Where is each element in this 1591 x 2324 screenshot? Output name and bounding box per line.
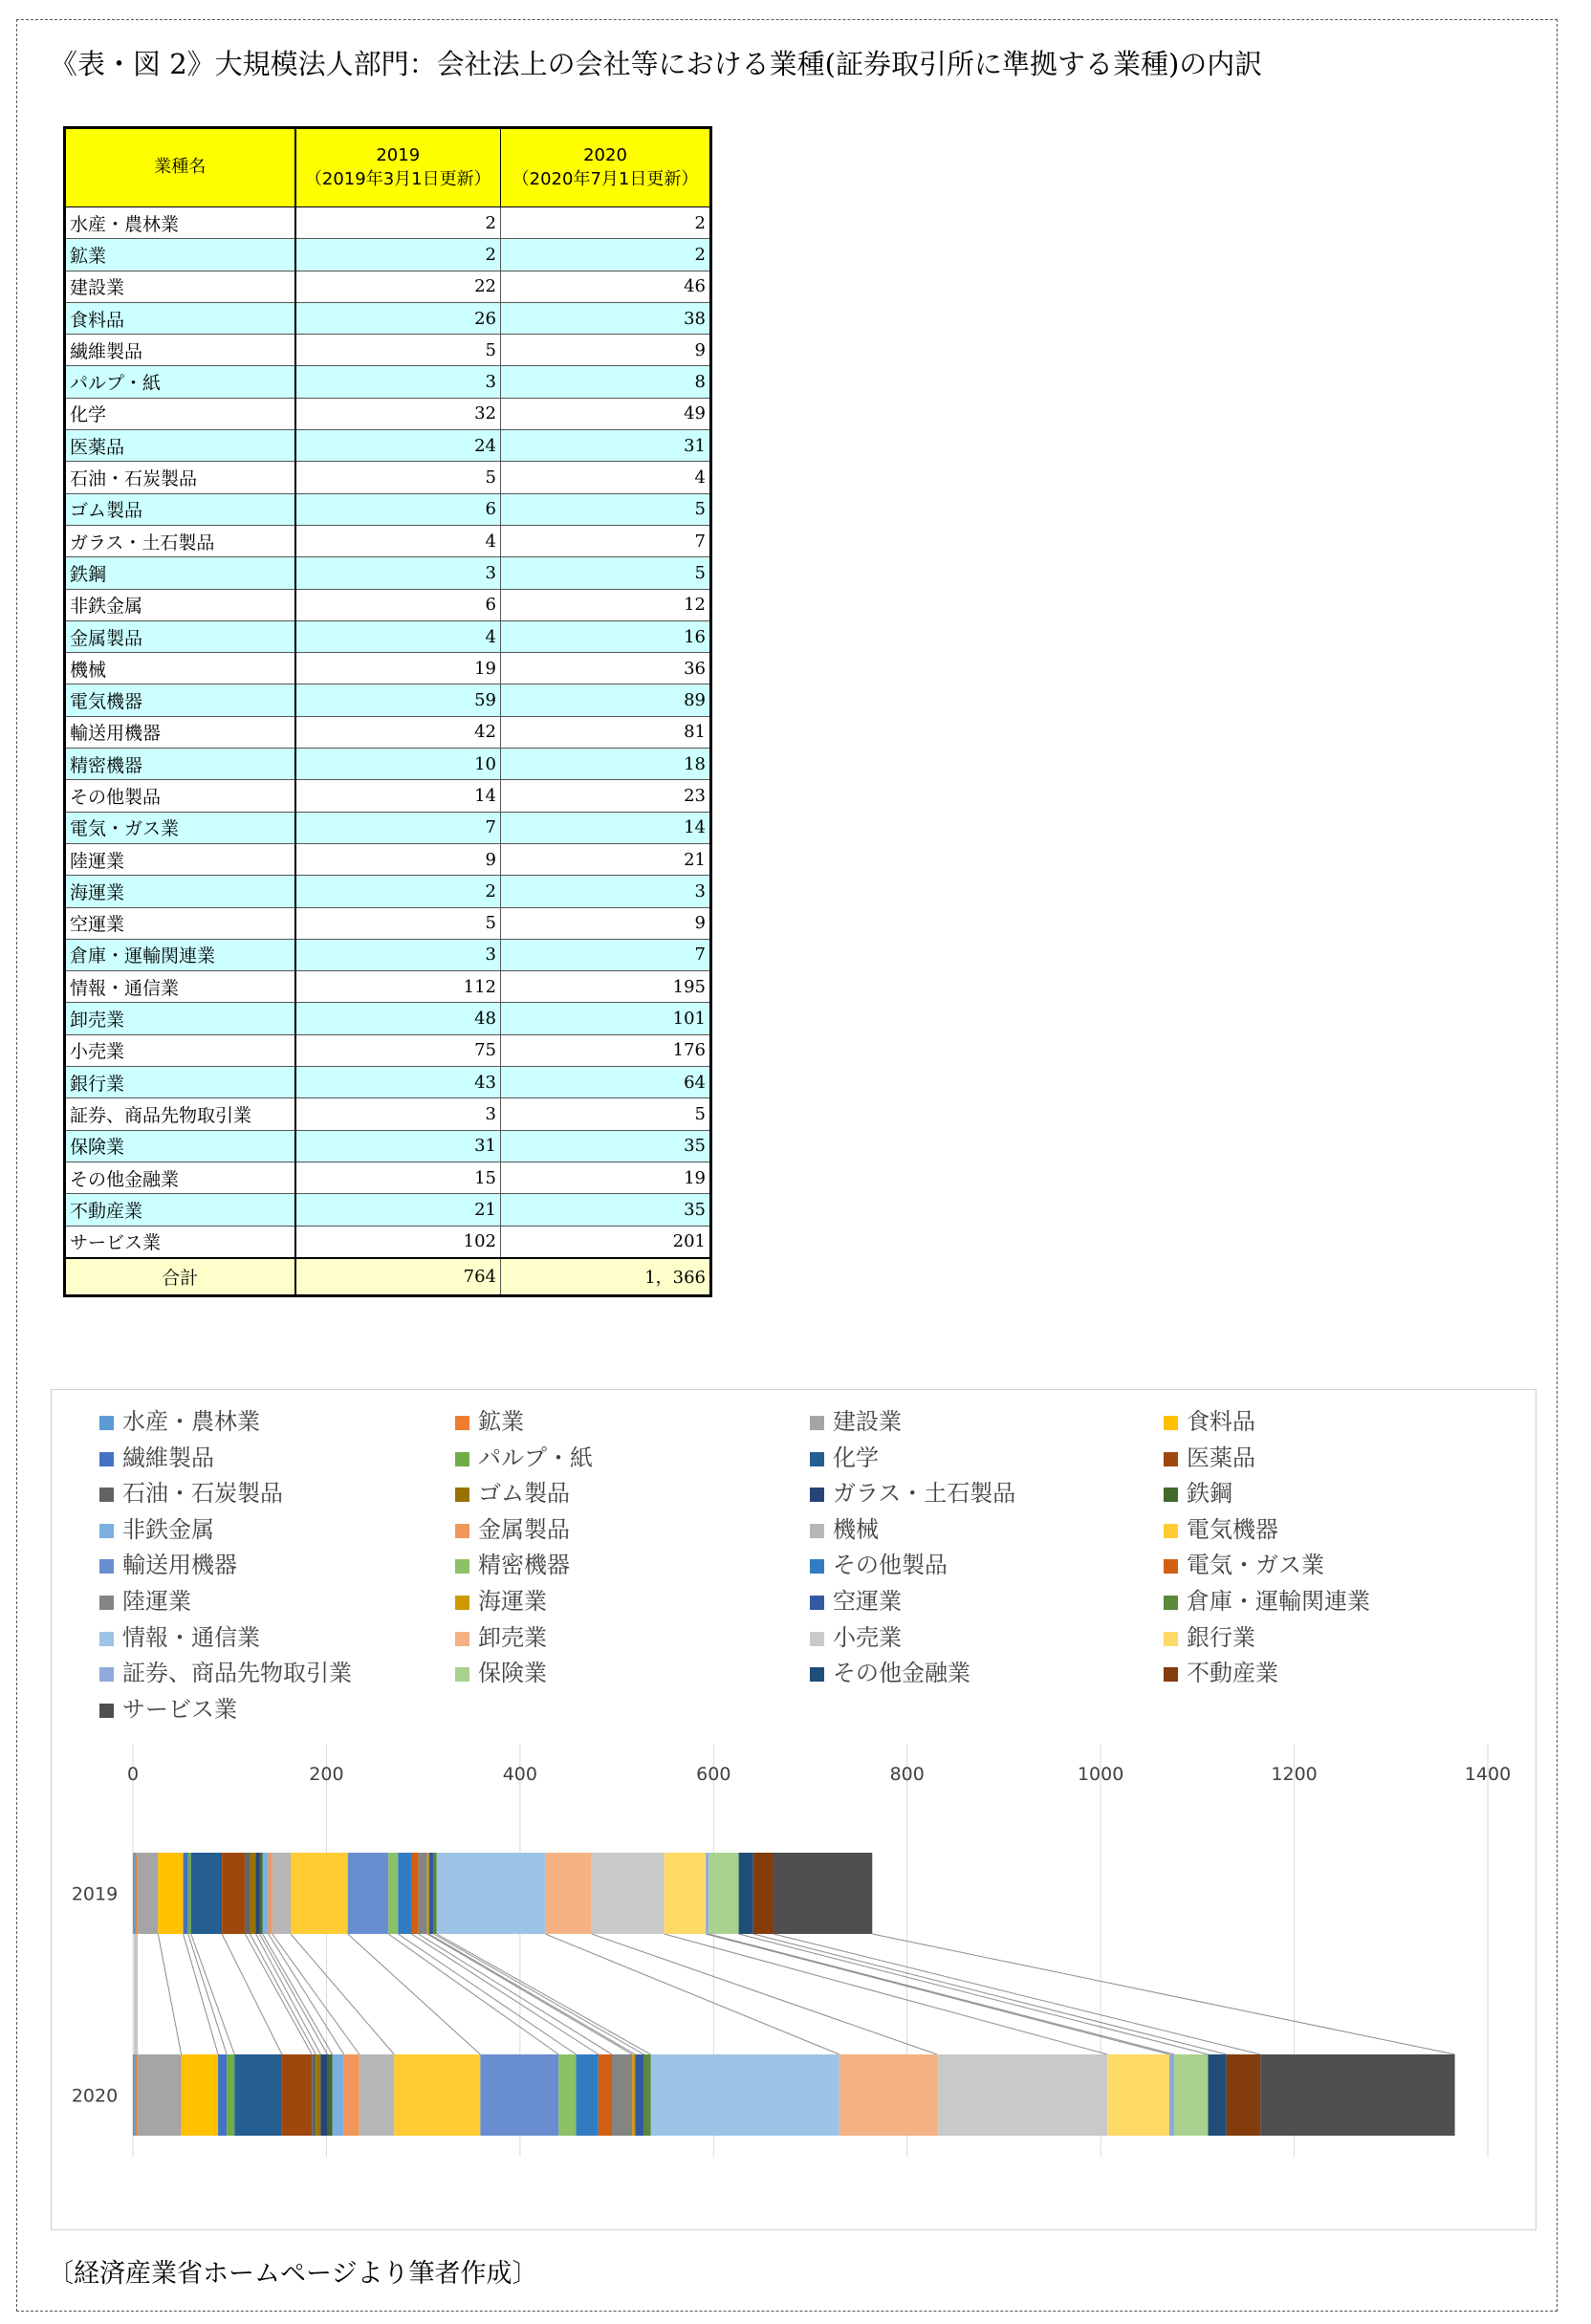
bar-segment bbox=[665, 1853, 707, 1934]
bar-segment bbox=[227, 2054, 234, 2136]
x-tick-label: 800 bbox=[889, 1764, 925, 1785]
value-2019-cell: 3 bbox=[295, 366, 501, 398]
series-line bbox=[158, 1934, 181, 2054]
value-2019-cell: 59 bbox=[295, 684, 501, 716]
value-2020-cell: 7 bbox=[501, 939, 711, 970]
industry-name-cell: 化学 bbox=[65, 398, 295, 429]
industry-name-cell: 銀行業 bbox=[65, 1067, 295, 1098]
industry-name-cell: 水産・農林業 bbox=[65, 207, 295, 239]
legend-label: 銀行業 bbox=[1187, 1623, 1255, 1651]
series-line bbox=[188, 1934, 227, 2054]
table-row bbox=[65, 557, 711, 589]
value-2020-cell: 12 bbox=[501, 589, 711, 620]
bar-segment bbox=[398, 1853, 411, 1934]
bar-segment bbox=[245, 1853, 250, 1934]
legend-label: 輸送用機器 bbox=[122, 1552, 237, 1579]
bar-segment bbox=[480, 2054, 558, 2136]
bar-segment bbox=[184, 1853, 188, 1934]
bar-segment bbox=[348, 1853, 389, 1934]
table-row bbox=[65, 462, 711, 493]
value-2019-cell: 112 bbox=[295, 971, 501, 1003]
bar-segment bbox=[344, 2054, 360, 2136]
legend-label: 精密機器 bbox=[478, 1552, 570, 1579]
table-row bbox=[65, 1130, 711, 1162]
x-tick-label: 600 bbox=[696, 1764, 731, 1785]
legend-label: 食料品 bbox=[1187, 1408, 1255, 1435]
value-2020-cell: 31 bbox=[501, 430, 711, 462]
bar-segment bbox=[191, 1853, 222, 1934]
table-row bbox=[65, 1098, 711, 1130]
value-2020-cell: 18 bbox=[501, 749, 711, 780]
legend-label: 海運業 bbox=[478, 1588, 547, 1615]
bar-segment bbox=[1169, 2054, 1174, 2136]
legend-label: 情報・通信業 bbox=[122, 1623, 260, 1651]
series-line bbox=[774, 1934, 1260, 2054]
value-2020-cell: 8 bbox=[501, 366, 711, 398]
series-line bbox=[256, 1934, 321, 2054]
table-row bbox=[65, 1194, 711, 1226]
series-line bbox=[708, 1934, 1174, 2054]
value-2019-cell: 6 bbox=[295, 493, 501, 525]
source-note: 〔経済産業省ホームページより筆者作成〕 bbox=[48, 2259, 538, 2289]
series-line bbox=[545, 1934, 839, 2054]
industry-name-cell: その他製品 bbox=[65, 780, 295, 812]
industry-name-cell: 建設業 bbox=[65, 271, 295, 302]
legend-label: パルプ・紙 bbox=[478, 1444, 593, 1471]
industry-name-cell: 陸運業 bbox=[65, 843, 295, 875]
value-2020-cell: 176 bbox=[501, 1034, 711, 1066]
value-2019-cell: 24 bbox=[295, 430, 501, 462]
total-2020: 1，366 bbox=[501, 1258, 711, 1296]
value-2019-cell: 102 bbox=[295, 1226, 501, 1258]
table-row bbox=[65, 271, 711, 302]
industry-name-cell: 輸送用機器 bbox=[65, 716, 295, 748]
industry-name-cell: 石油・石炭製品 bbox=[65, 462, 295, 493]
industry-name-cell: 倉庫・運輸関連業 bbox=[65, 939, 295, 970]
table-row bbox=[65, 398, 711, 429]
bar-segment bbox=[135, 1853, 137, 1934]
bar-segment bbox=[188, 1853, 191, 1934]
table-body bbox=[65, 207, 711, 1258]
x-tick-label: 400 bbox=[502, 1764, 537, 1785]
value-2019-cell: 4 bbox=[295, 620, 501, 652]
table-total-row bbox=[65, 1258, 711, 1296]
value-2019-cell: 2 bbox=[295, 207, 501, 239]
header-2020-note: （2020年7月1日更新） bbox=[512, 168, 699, 189]
bar-segment bbox=[158, 1853, 183, 1934]
value-2019-cell: 4 bbox=[295, 525, 501, 556]
table-row bbox=[65, 716, 711, 748]
value-2020-cell: 38 bbox=[501, 302, 711, 334]
bar-segment bbox=[635, 2054, 643, 2136]
value-2019-cell: 5 bbox=[295, 462, 501, 493]
bar-segment bbox=[291, 1853, 348, 1934]
table-row bbox=[65, 939, 711, 970]
series-line bbox=[706, 1934, 1169, 2054]
bar-segment bbox=[320, 2054, 327, 2136]
value-2020-cell: 81 bbox=[501, 716, 711, 748]
legend-label: その他製品 bbox=[833, 1552, 948, 1579]
series-line bbox=[434, 1934, 644, 2054]
header-2019-note: （2019年3月1日更新） bbox=[304, 168, 491, 189]
value-2020-cell: 2 bbox=[501, 239, 711, 271]
table-row bbox=[65, 1003, 711, 1034]
bar-segment bbox=[256, 1853, 260, 1934]
legend-label: 非鉄金属 bbox=[122, 1515, 214, 1543]
x-tick-label: 1400 bbox=[1464, 1764, 1512, 1785]
bar-segment bbox=[708, 1853, 738, 1934]
bar-segment bbox=[632, 2054, 635, 2136]
legend-label: 空運業 bbox=[833, 1588, 902, 1615]
value-2019-cell: 19 bbox=[295, 653, 501, 684]
industry-name-cell: 鉱業 bbox=[65, 239, 295, 271]
value-2020-cell: 23 bbox=[501, 780, 711, 812]
legend-label: その他金融業 bbox=[833, 1660, 970, 1687]
legend-label: 医薬品 bbox=[1187, 1444, 1255, 1471]
industry-table-container bbox=[63, 126, 709, 1297]
value-2019-cell: 2 bbox=[295, 239, 501, 271]
legend-label: 建設業 bbox=[833, 1408, 902, 1435]
bar-segment bbox=[218, 2054, 227, 2136]
stacked-bar-chart bbox=[51, 1389, 1537, 2230]
table-row bbox=[65, 302, 711, 334]
series-line bbox=[260, 1934, 328, 2054]
bar-segment bbox=[1174, 2054, 1208, 2136]
x-tick-label: 0 bbox=[126, 1764, 140, 1785]
legend-label: 機械 bbox=[833, 1515, 879, 1543]
bar-segment bbox=[263, 1853, 269, 1934]
industry-name-cell: 機械 bbox=[65, 653, 295, 684]
industry-name-cell: 医薬品 bbox=[65, 430, 295, 462]
bar-segment bbox=[234, 2054, 282, 2136]
value-2020-cell: 101 bbox=[501, 1003, 711, 1034]
legend-label: 繊維製品 bbox=[122, 1444, 214, 1471]
value-2020-cell: 9 bbox=[501, 907, 711, 939]
value-2020-cell: 5 bbox=[501, 493, 711, 525]
table-row bbox=[65, 843, 711, 875]
series-line bbox=[427, 1934, 633, 2054]
bar-segment bbox=[1227, 2054, 1260, 2136]
table-row bbox=[65, 525, 711, 556]
legend-label: 陸運業 bbox=[122, 1588, 191, 1615]
table-row bbox=[65, 239, 711, 271]
bar-segment bbox=[592, 1853, 665, 1934]
value-2020-cell: 5 bbox=[501, 1098, 711, 1130]
table-row bbox=[65, 780, 711, 812]
bar-segment bbox=[135, 2054, 137, 2136]
bar-segment bbox=[260, 1853, 263, 1934]
bar-segment bbox=[427, 1853, 429, 1934]
industry-name-cell: 海運業 bbox=[65, 876, 295, 907]
table-row bbox=[65, 907, 711, 939]
industry-name-cell: 精密機器 bbox=[65, 749, 295, 780]
industry-name-cell: 鉄鋼 bbox=[65, 557, 295, 589]
total-2019: 764 bbox=[295, 1258, 501, 1296]
value-2019-cell: 3 bbox=[295, 557, 501, 589]
value-2019-cell: 31 bbox=[295, 1130, 501, 1162]
header-2020 bbox=[501, 128, 711, 207]
industry-name-cell: ガラス・土石製品 bbox=[65, 525, 295, 556]
legend-label: 不動産業 bbox=[1187, 1660, 1278, 1687]
industry-name-cell: 繊維製品 bbox=[65, 335, 295, 366]
legend-label: サービス業 bbox=[122, 1695, 237, 1723]
legend-label: 卸売業 bbox=[478, 1623, 547, 1651]
table-header-row bbox=[65, 128, 711, 207]
bar-segment bbox=[839, 2054, 937, 2136]
series-line bbox=[419, 1934, 612, 2054]
bar-segment bbox=[753, 1853, 774, 1934]
industry-name-cell: パルプ・紙 bbox=[65, 366, 295, 398]
industry-name-cell: サービス業 bbox=[65, 1226, 295, 1258]
table-row bbox=[65, 876, 711, 907]
industry-name-cell: 金属製品 bbox=[65, 620, 295, 652]
industry-name-cell: 小売業 bbox=[65, 1034, 295, 1066]
x-tick-label: 1000 bbox=[1077, 1764, 1124, 1785]
value-2020-cell: 64 bbox=[501, 1067, 711, 1098]
value-2019-cell: 15 bbox=[295, 1162, 501, 1193]
table-row bbox=[65, 1067, 711, 1098]
series-line bbox=[753, 1934, 1227, 2054]
value-2019-cell: 75 bbox=[295, 1034, 501, 1066]
value-2019-cell: 9 bbox=[295, 843, 501, 875]
legend-label: 化学 bbox=[833, 1444, 879, 1471]
value-2020-cell: 201 bbox=[501, 1226, 711, 1258]
industry-name-cell: 不動産業 bbox=[65, 1194, 295, 1226]
table-row bbox=[65, 207, 711, 239]
industry-name-cell: 電気・ガス業 bbox=[65, 812, 295, 843]
page-title: 《表・図 2》大規模法人部門：会社法上の会社等における業種(証券取引所に準拠する業種)の内訳 bbox=[50, 48, 1263, 80]
header-category: 業種名 bbox=[65, 128, 295, 207]
table-row bbox=[65, 1162, 711, 1193]
bar-segment bbox=[419, 1853, 427, 1934]
bar-segment bbox=[1208, 2054, 1226, 2136]
bar-segment bbox=[333, 2054, 344, 2136]
value-2019-cell: 32 bbox=[295, 398, 501, 429]
series-line bbox=[872, 1934, 1454, 2054]
bar-segment bbox=[133, 1853, 135, 1934]
bar-segment bbox=[643, 2054, 650, 2136]
value-2019-cell: 42 bbox=[295, 716, 501, 748]
legend-label: 鉱業 bbox=[478, 1408, 524, 1435]
header-2019 bbox=[295, 128, 501, 207]
bar-segment bbox=[137, 1853, 158, 1934]
value-2020-cell: 35 bbox=[501, 1194, 711, 1226]
x-tick-label: 1200 bbox=[1271, 1764, 1318, 1785]
category-label: 2020 bbox=[71, 2085, 119, 2107]
bar-segment bbox=[269, 1853, 272, 1934]
series-line bbox=[739, 1934, 1209, 2054]
series-line bbox=[411, 1934, 598, 2054]
industry-name-cell: 電気機器 bbox=[65, 684, 295, 716]
industry-name-cell: その他金融業 bbox=[65, 1162, 295, 1193]
value-2019-cell: 21 bbox=[295, 1194, 501, 1226]
industry-name-cell: 空運業 bbox=[65, 907, 295, 939]
value-2020-cell: 4 bbox=[501, 462, 711, 493]
bar-segment bbox=[316, 2054, 320, 2136]
series-line bbox=[272, 1934, 360, 2054]
value-2020-cell: 89 bbox=[501, 684, 711, 716]
value-2019-cell: 22 bbox=[295, 271, 501, 302]
bar-segment bbox=[133, 2054, 135, 2136]
value-2019-cell: 2 bbox=[295, 876, 501, 907]
header-2019-year: 2019 bbox=[376, 145, 421, 166]
legend-label: 倉庫・運輸関連業 bbox=[1187, 1588, 1370, 1615]
bar-segment bbox=[272, 1853, 291, 1934]
bar-segment bbox=[545, 1853, 592, 1934]
value-2020-cell: 49 bbox=[501, 398, 711, 429]
bar-segment bbox=[327, 2054, 332, 2136]
legend-label: 証券、商品先物取引業 bbox=[122, 1660, 352, 1687]
value-2020-cell: 46 bbox=[501, 271, 711, 302]
bar-segment bbox=[312, 2054, 316, 2136]
legend-label: 水産・農林業 bbox=[122, 1408, 260, 1435]
table-row bbox=[65, 971, 711, 1003]
bar-segment bbox=[437, 1853, 545, 1934]
value-2019-cell: 43 bbox=[295, 1067, 501, 1098]
value-2019-cell: 6 bbox=[295, 589, 501, 620]
table-row bbox=[65, 1034, 711, 1066]
industry-name-cell: 保険業 bbox=[65, 1130, 295, 1162]
table-row bbox=[65, 684, 711, 716]
bar-segment bbox=[360, 2054, 394, 2136]
bar-segment bbox=[429, 1853, 434, 1934]
bar-segment bbox=[577, 2054, 599, 2136]
bar-segment bbox=[282, 2054, 312, 2136]
table-row bbox=[65, 589, 711, 620]
industry-name-cell: 証券、商品先物取引業 bbox=[65, 1098, 295, 1130]
bar-segment bbox=[558, 2054, 576, 2136]
value-2020-cell: 36 bbox=[501, 653, 711, 684]
bar-segment bbox=[388, 1853, 398, 1934]
industry-name-cell: 食料品 bbox=[65, 302, 295, 334]
value-2019-cell: 7 bbox=[295, 812, 501, 843]
value-2019-cell: 3 bbox=[295, 1098, 501, 1130]
series-line bbox=[245, 1934, 312, 2054]
bar-segment bbox=[137, 2054, 182, 2136]
industry-name-cell: 卸売業 bbox=[65, 1003, 295, 1034]
bar-segment bbox=[706, 1853, 708, 1934]
bar-segment bbox=[411, 1853, 418, 1934]
value-2019-cell: 10 bbox=[295, 749, 501, 780]
bar-segment bbox=[1107, 2054, 1169, 2136]
table-row bbox=[65, 812, 711, 843]
value-2020-cell: 35 bbox=[501, 1130, 711, 1162]
chart-plot bbox=[52, 1390, 1535, 2228]
industry-table bbox=[63, 126, 712, 1297]
legend-label: ガラス・土石製品 bbox=[833, 1480, 1016, 1508]
bar-segment bbox=[937, 2054, 1107, 2136]
value-2019-cell: 5 bbox=[295, 907, 501, 939]
legend-label: 電気・ガス業 bbox=[1187, 1552, 1324, 1579]
bar-segment bbox=[599, 2054, 612, 2136]
bar-segment bbox=[182, 2054, 218, 2136]
legend-label: 石油・石炭製品 bbox=[122, 1480, 283, 1508]
table-row bbox=[65, 620, 711, 652]
table-row bbox=[65, 335, 711, 366]
legend-label: 電気機器 bbox=[1187, 1515, 1278, 1543]
value-2020-cell: 5 bbox=[501, 557, 711, 589]
x-tick-label: 200 bbox=[309, 1764, 344, 1785]
value-2020-cell: 2 bbox=[501, 207, 711, 239]
table-row bbox=[65, 493, 711, 525]
table-row bbox=[65, 366, 711, 398]
value-2020-cell: 14 bbox=[501, 812, 711, 843]
table-row bbox=[65, 749, 711, 780]
value-2020-cell: 16 bbox=[501, 620, 711, 652]
value-2020-cell: 3 bbox=[501, 876, 711, 907]
legend-label: 保険業 bbox=[478, 1660, 547, 1687]
bar-segment bbox=[612, 2054, 632, 2136]
value-2019-cell: 3 bbox=[295, 939, 501, 970]
value-2019-cell: 5 bbox=[295, 335, 501, 366]
legend-label: 小売業 bbox=[833, 1623, 902, 1651]
value-2019-cell: 14 bbox=[295, 780, 501, 812]
legend-label: 鉄鋼 bbox=[1187, 1480, 1232, 1508]
industry-name-cell: ゴム製品 bbox=[65, 493, 295, 525]
value-2019-cell: 26 bbox=[295, 302, 501, 334]
value-2020-cell: 195 bbox=[501, 971, 711, 1003]
bar-segment bbox=[222, 1853, 245, 1934]
table-row bbox=[65, 430, 711, 462]
legend-label: 金属製品 bbox=[478, 1515, 570, 1543]
series-line bbox=[437, 1934, 651, 2054]
value-2020-cell: 19 bbox=[501, 1162, 711, 1193]
table-row bbox=[65, 1226, 711, 1258]
industry-name-cell: 非鉄金属 bbox=[65, 589, 295, 620]
series-line bbox=[398, 1934, 576, 2054]
value-2020-cell: 21 bbox=[501, 843, 711, 875]
bar-segment bbox=[394, 2054, 480, 2136]
bar-segment bbox=[774, 1853, 872, 1934]
value-2020-cell: 7 bbox=[501, 525, 711, 556]
bar-segment bbox=[1260, 2054, 1454, 2136]
industry-name-cell: 情報・通信業 bbox=[65, 971, 295, 1003]
value-2019-cell: 48 bbox=[295, 1003, 501, 1034]
total-label: 合計 bbox=[65, 1258, 295, 1296]
bar-segment bbox=[739, 1853, 753, 1934]
header-2020-year: 2020 bbox=[583, 145, 627, 166]
table-row bbox=[65, 653, 711, 684]
legend-label: ゴム製品 bbox=[478, 1480, 570, 1508]
bar-segment bbox=[250, 1853, 255, 1934]
bar-segment bbox=[650, 2054, 839, 2136]
category-label: 2019 bbox=[71, 1883, 119, 1905]
bar-segment bbox=[434, 1853, 437, 1934]
value-2020-cell: 9 bbox=[501, 335, 711, 366]
